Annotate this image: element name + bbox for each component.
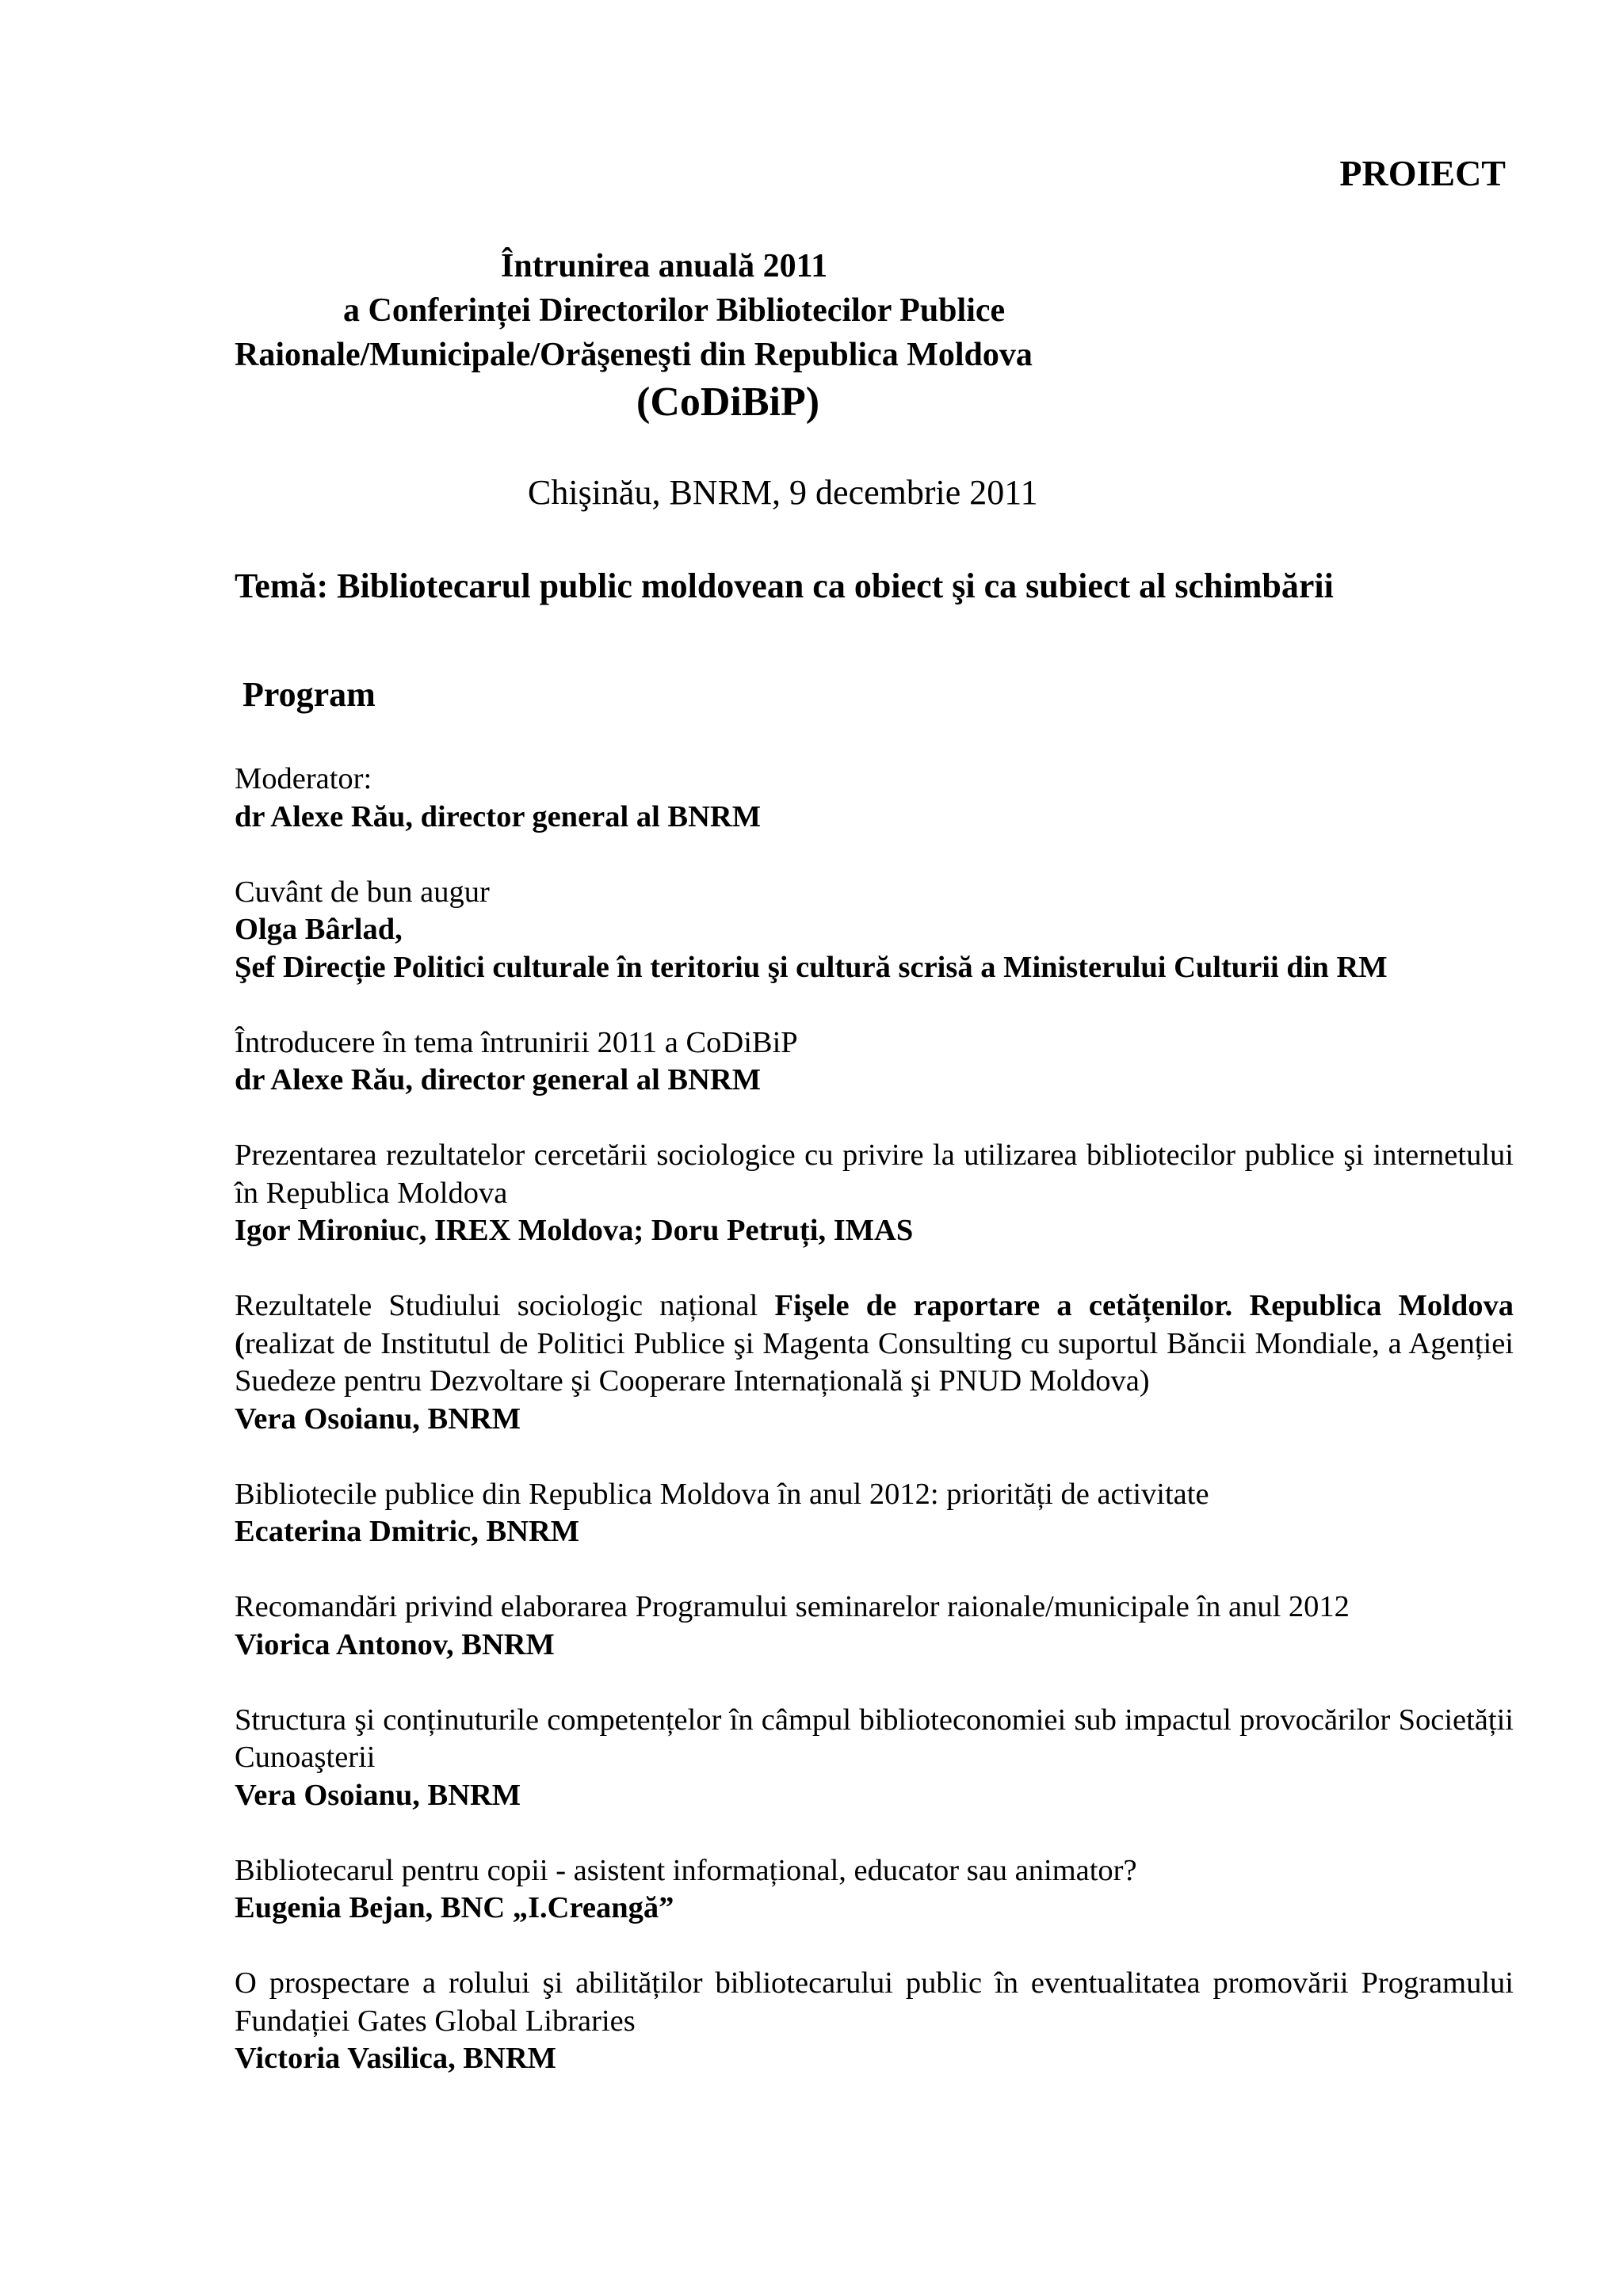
agenda-speaker: dr Alexe Rău, director general al BNRM	[235, 799, 762, 833]
program-heading: Program	[242, 675, 376, 714]
theme-heading: Temă: Bibliotecarul public moldovean ca obiect şi ca subiect al schimbării	[235, 566, 1334, 605]
agenda-item	[235, 1702, 1514, 1815]
agenda-item	[235, 761, 1514, 836]
agenda-speaker: Şef Direcție Politici culturale în teritoriu şi cultură scrisă a Ministerului Culturii din RM	[235, 950, 1388, 984]
agenda-speaker: Victoria Vasilica, BNRM	[235, 2042, 556, 2075]
agenda-speaker: dr Alexe Rău, director general al BNRM	[235, 1063, 762, 1097]
title-acronym: (CoDiBiP)	[636, 379, 820, 425]
agenda-topic: Bibliotecarul pentru copii - asistent informațional, educator sau animator?	[235, 1853, 1137, 1887]
agenda-topic-prefix: Rezultatele Studiului sociologic național	[235, 1289, 775, 1322]
proiect-label: PROIECT	[1339, 153, 1506, 193]
agenda-topic: O prospectare a rolului şi abilităților bibliotecarului public în eventualitatea promovării Programului Fundației Gates Global Libraries	[235, 1966, 1514, 2038]
agenda-topic: Prezentarea rezultatelor cercetării sociologice cu privire la utilizarea bibliotecilor publice şi internetului în Republica Moldova	[235, 1138, 1514, 1210]
agenda-list	[235, 761, 1514, 2115]
agenda-speaker-name: Olga Bârlad,	[235, 913, 403, 946]
agenda-speaker: Vera Osoianu, BNRM	[235, 1778, 521, 1812]
agenda-item	[235, 1287, 1514, 1438]
title-line: Raionale/Municipale/Orăşeneşti din Republica Moldova	[235, 337, 1033, 373]
agenda-topic: Recomandări privind elaborarea Programului seminarelor raionale/municipale în anul 2012	[235, 1590, 1350, 1623]
agenda-speaker: Eugenia Bejan, BNC „I.Creangă”	[235, 1891, 674, 1924]
title-line: a Conferinței Directorilor Bibliotecilor Publice	[343, 292, 1006, 329]
agenda-topic-suffix: realizat de Institutul de Politici Publice şi Magenta Consulting cu suportul Băncii Mondiale, a Agenției Suedeze pentru Dezvoltare şi Cooperare Internațională şi PNUD Moldova)	[235, 1326, 1514, 1398]
agenda-item	[235, 1852, 1514, 1928]
agenda-item	[235, 874, 1514, 987]
agenda-topic-bold: Fişele de raportare a cetățenilor. Republica Moldova (	[235, 1289, 1514, 1360]
agenda-item	[235, 1476, 1514, 1551]
agenda-item	[235, 1965, 1514, 2078]
agenda-item	[235, 1137, 1514, 1250]
agenda-topic	[235, 1287, 1514, 1401]
agenda-speaker: Vera Osoianu, BNRM	[235, 1402, 521, 1436]
agenda-topic: Cuvânt de bun augur	[235, 875, 490, 909]
agenda-topic: Întroducere în tema întrunirii 2011 a CoDiBiP	[235, 1025, 798, 1059]
document-title	[235, 244, 1249, 428]
agenda-item	[235, 1024, 1514, 1100]
agenda-speaker: Ecaterina Dmitric, BNRM	[235, 1515, 580, 1548]
agenda-topic: Moderator:	[235, 762, 372, 795]
date-location: Chişinău, BNRM, 9 decembrie 2011	[528, 473, 1038, 512]
title-line: Întrunirea anuală 2011	[501, 248, 828, 284]
agenda-topic: Bibliotecile publice din Republica Moldova în anul 2012: priorități de activitate	[235, 1477, 1209, 1511]
agenda-speaker: Viorica Antonov, BNRM	[235, 1627, 555, 1661]
agenda-item	[235, 1589, 1514, 1664]
agenda-topic: Structura şi conținuturile competențelor în câmpul biblioteconomiei sub impactul provocărilor Societății Cunoaşterii	[235, 1703, 1514, 1774]
agenda-speaker: Igor Mironiuc, IREX Moldova; Doru Petruți, IMAS	[235, 1214, 914, 1247]
